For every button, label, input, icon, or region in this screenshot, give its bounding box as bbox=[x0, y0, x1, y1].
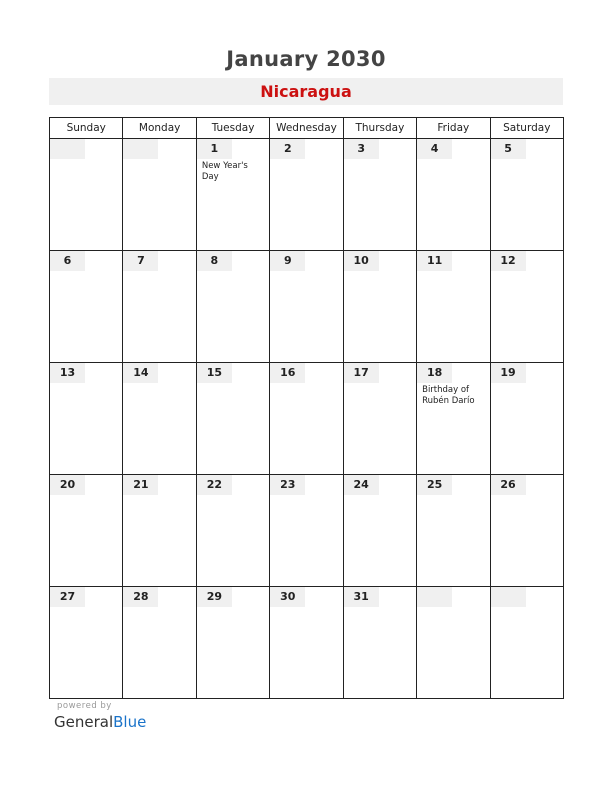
weekday-sunday: Sunday bbox=[50, 118, 123, 139]
day-number: 7 bbox=[123, 251, 158, 271]
day-cell bbox=[123, 587, 196, 699]
day-number: 17 bbox=[344, 363, 379, 383]
day-cell bbox=[196, 251, 269, 363]
day-number: 4 bbox=[417, 139, 452, 159]
day-number bbox=[417, 587, 452, 607]
day-cell bbox=[196, 363, 269, 475]
day-cell bbox=[490, 363, 563, 475]
day-number: 26 bbox=[491, 475, 526, 495]
week-row bbox=[50, 587, 564, 699]
day-number: 5 bbox=[491, 139, 526, 159]
day-number: 14 bbox=[123, 363, 158, 383]
day-number bbox=[491, 587, 526, 607]
day-cell bbox=[50, 363, 123, 475]
day-number: 2 bbox=[270, 139, 305, 159]
day-cell bbox=[50, 587, 123, 699]
week-row bbox=[50, 251, 564, 363]
day-number: 22 bbox=[197, 475, 232, 495]
day-cell bbox=[343, 475, 416, 587]
day-cell bbox=[123, 363, 196, 475]
day-number: 8 bbox=[197, 251, 232, 271]
day-cell bbox=[196, 139, 269, 251]
day-cell bbox=[196, 587, 269, 699]
day-cell bbox=[50, 139, 123, 251]
day-cell bbox=[343, 587, 416, 699]
day-number: 6 bbox=[50, 251, 85, 271]
weekday-friday: Friday bbox=[417, 118, 490, 139]
day-number: 13 bbox=[50, 363, 85, 383]
weekday-tuesday: Tuesday bbox=[196, 118, 269, 139]
day-number: 25 bbox=[417, 475, 452, 495]
day-number: 23 bbox=[270, 475, 305, 495]
day-cell bbox=[270, 363, 343, 475]
day-number: 20 bbox=[50, 475, 85, 495]
brand-general-text: General bbox=[54, 713, 114, 731]
day-cell bbox=[123, 139, 196, 251]
day-cell bbox=[417, 139, 490, 251]
weekday-saturday: Saturday bbox=[490, 118, 563, 139]
day-number: 24 bbox=[344, 475, 379, 495]
weekday-header-row bbox=[50, 118, 564, 139]
week-row bbox=[50, 139, 564, 251]
brand-logo[interactable] bbox=[54, 713, 146, 731]
day-cell bbox=[123, 251, 196, 363]
day-number: 21 bbox=[123, 475, 158, 495]
day-number: 12 bbox=[491, 251, 526, 271]
day-cell bbox=[270, 587, 343, 699]
day-number bbox=[50, 139, 85, 159]
powered-by-label: powered by bbox=[57, 701, 112, 711]
day-cell bbox=[490, 587, 563, 699]
holiday-event: Birthday of Rubén Darío bbox=[422, 385, 475, 406]
day-cell bbox=[270, 251, 343, 363]
day-number: 18 bbox=[417, 363, 452, 383]
brand-blue-text: Blue bbox=[113, 713, 147, 731]
day-number: 9 bbox=[270, 251, 305, 271]
day-number: 3 bbox=[344, 139, 379, 159]
day-number: 27 bbox=[50, 587, 85, 607]
day-number: 11 bbox=[417, 251, 452, 271]
country-banner bbox=[49, 78, 563, 105]
day-number: 16 bbox=[270, 363, 305, 383]
calendar-title: January 2030 bbox=[226, 47, 386, 71]
day-cell bbox=[50, 475, 123, 587]
weekday-wednesday: Wednesday bbox=[270, 118, 343, 139]
day-number: 19 bbox=[491, 363, 526, 383]
day-number: 1 bbox=[197, 139, 232, 159]
day-cell bbox=[270, 139, 343, 251]
day-number bbox=[123, 139, 158, 159]
day-cell bbox=[343, 139, 416, 251]
day-number: 15 bbox=[197, 363, 232, 383]
day-cell bbox=[417, 251, 490, 363]
weekday-monday: Monday bbox=[123, 118, 196, 139]
week-row bbox=[50, 363, 564, 475]
day-number: 29 bbox=[197, 587, 232, 607]
day-number: 10 bbox=[344, 251, 379, 271]
day-cell bbox=[417, 587, 490, 699]
week-row bbox=[50, 475, 564, 587]
day-number: 28 bbox=[123, 587, 158, 607]
day-cell bbox=[343, 251, 416, 363]
holiday-event: New Year's Day bbox=[201, 161, 248, 182]
day-cell bbox=[490, 139, 563, 251]
day-cell bbox=[270, 475, 343, 587]
day-number: 30 bbox=[270, 587, 305, 607]
weekday-thursday: Thursday bbox=[343, 118, 416, 139]
day-cell bbox=[417, 475, 490, 587]
day-cell bbox=[50, 251, 123, 363]
day-cell bbox=[490, 251, 563, 363]
country-name: Nicaragua bbox=[260, 82, 352, 101]
day-number: 31 bbox=[344, 587, 379, 607]
day-cell bbox=[123, 475, 196, 587]
day-cell bbox=[196, 475, 269, 587]
day-cell bbox=[343, 363, 416, 475]
day-cell bbox=[490, 475, 563, 587]
day-cell bbox=[417, 363, 490, 475]
calendar-grid bbox=[49, 117, 564, 699]
